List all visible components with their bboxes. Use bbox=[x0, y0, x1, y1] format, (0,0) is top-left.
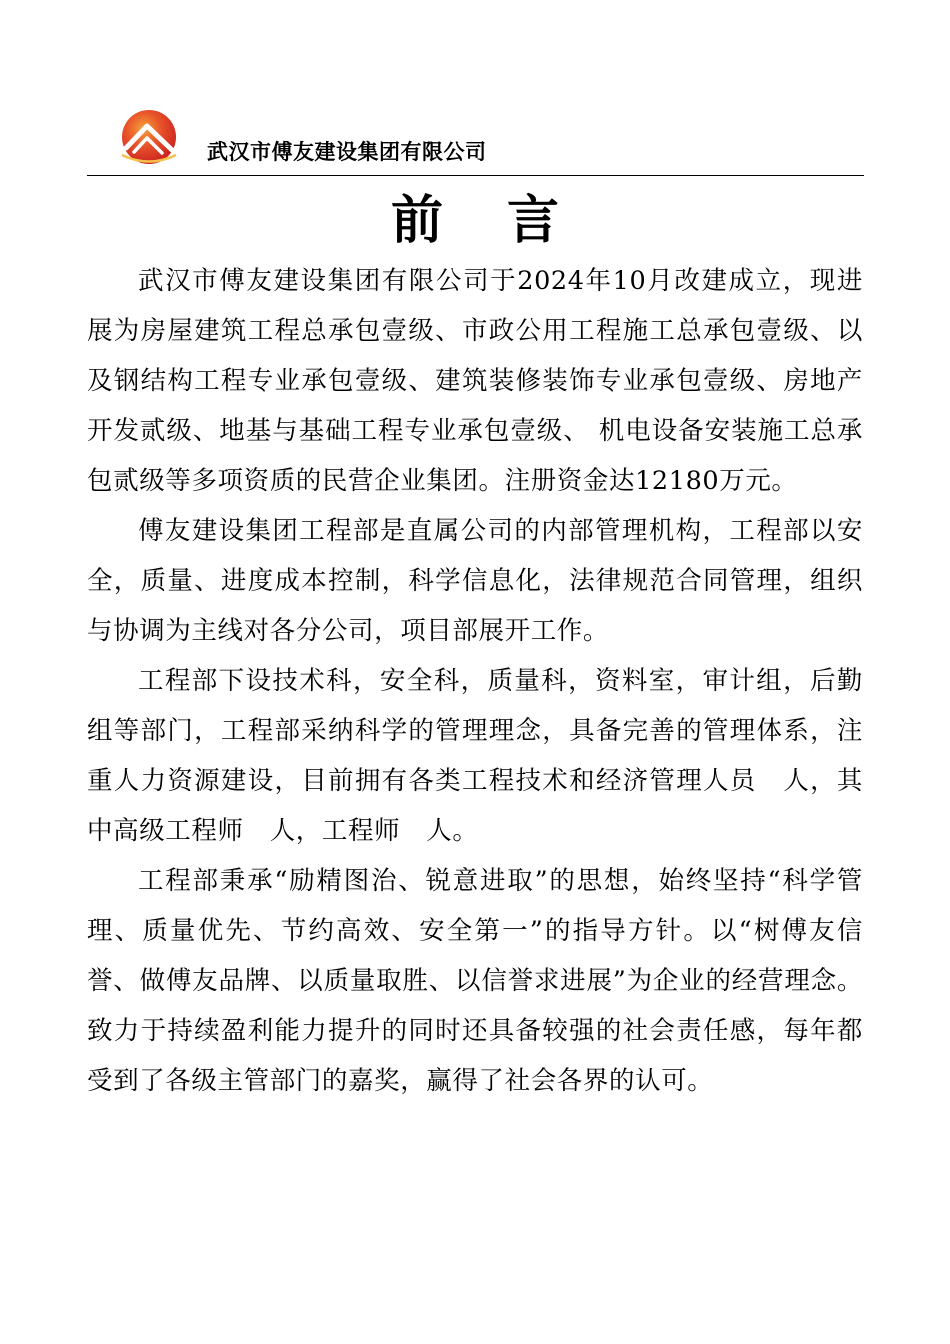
document-header bbox=[0, 0, 950, 180]
document-body bbox=[87, 256, 863, 1106]
paragraph-engineering-department: 傅友建设集团工程部是直属公司的内部管理机构，工程部以安全，质量、进度成本控制，科学信息化，法律规范合同管理，组织与协调为主线对各分公司，项目部展开工作。 bbox=[87, 516, 863, 646]
header-divider bbox=[87, 175, 864, 176]
page-title: 前言 bbox=[390, 190, 623, 251]
paragraph-company-overview: 武汉市傅友建设集团有限公司于2024年10月改建成立，现进展为房屋建筑工程总承包壹级、市政公用工程施工总承包壹级、以及钢结构工程专业承包壹级、建筑装修装饰专业承包壹级、房地产开发贰级、地基与基础工程专业承包壹级、 机电设备安装施工总承包贰级等多项资质的民营企业集团。注册资金达12180万元。 bbox=[87, 266, 863, 496]
paragraph-department-structure: 工程部下设技术科，安全科，质量科，资料室，审计组，后勤组等部门，工程部采纳科学的管理理念，具备完善的管理体系，注重人力资源建设，目前拥有各类工程技术和经济管理人员 人，其中高级工程师 人，工程师 人。 bbox=[87, 666, 863, 846]
paragraph-philosophy: 工程部秉承“励精图治、锐意进取”的思想，始终坚持“科学管理、质量优先、节约高效、安全第一”的指导方针。以“树傅友信誉、做傅友品牌、以质量取胜、以信誉求进展”为企业的经营理念。致力于持续盈利能力提升的同时还具备较强的社会责任感，每年都受到了各级主管部门的嘉奖，赢得了社会各界的认可。 bbox=[87, 866, 863, 1096]
company-name: 武汉市傅友建设集团有限公司 bbox=[207, 140, 487, 164]
company-logo-icon bbox=[120, 108, 178, 166]
